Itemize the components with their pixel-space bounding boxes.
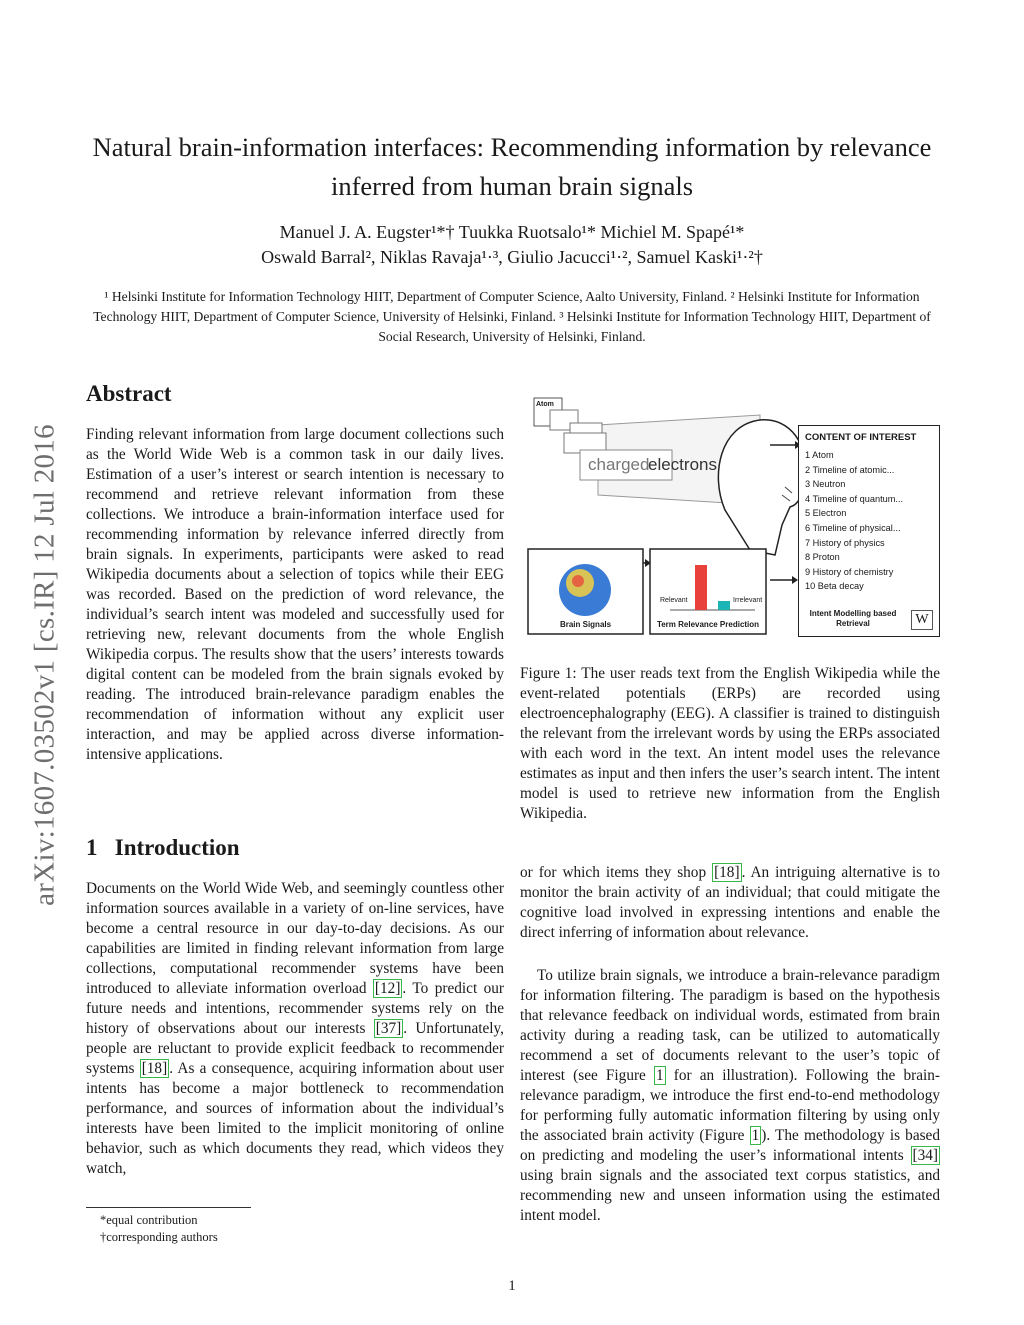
text-run: using brain signals and the associated text corpus statistics, and recommending new and unseen information using the estimated intent model.: [520, 1167, 940, 1224]
figure-caption: Figure 1: The user reads text from the English Wikipedia while the event-related potentials (ERPs) are recorded using electroencephalography (EEG). A classifier is trained to distinguish the relevant from the irrelevant words by using the ERPs associated with each word in the text. An intent model uses the relevance estimates as input and then infers the user’s search intent. The intent model is used to retrieve new information from the English Wikipedia.: [520, 665, 940, 822]
footnote-rule: [86, 1207, 251, 1208]
text-run: . Unfortunately, people are reluctant to provide explicit feedback to recommender systems: [86, 1020, 504, 1077]
intro-paragraph: [86, 879, 504, 1179]
citation-link[interactable]: [18]: [714, 864, 740, 881]
content-of-interest-panel: [798, 425, 940, 637]
text-run: . To predict our future needs and intentions, recommender systems rely on the history of observations about our interests: [86, 980, 504, 1037]
affiliations: ¹ Helsinki Institute for Information Technology HIIT, Department of Computer Science, Aalto University, Finland. ² Helsinki Institute for Information Technology HIIT, Department of Computer Science, University of Helsinki, Finland. ³ Helsinki Institute for Information Technology HIIT, Department of Social Research, University of Helsinki, Finland.: [93, 289, 931, 344]
coi-item: 7 History of physics: [805, 537, 885, 548]
coi-item: 5 Electron: [805, 508, 847, 519]
abstract-text: Finding relevant information from large document collections such as the World Wide Web is a common task in our daily lives. Estimation of a user’s interest or search intention is necessary to recommend and retrieve relevant information from these collections. We introduce a brain-information interface used for recommending information by relevance inferred directly from brain signals. In experiments, participants were asked to read Wikipedia documents about a selection of topics while their EEG was recorded. Based on the prediction of word relevance, the individual’s search intent was modeled and successfully used for retrieving new, relevant documents from the whole English Wikipedia corpus. The results show that the users’ interests towards digital content can be modeled from the brain signals evoked by reading. The introduced brain-relevance paradigm enables the recommendation of information without any explicit user interaction, and may be applied across diverse information-intensive applications.: [86, 426, 504, 763]
intro-number: 1: [86, 835, 98, 860]
figure-1: [520, 395, 940, 640]
intro-title: Introduction: [114, 835, 240, 860]
text-run: To utilize brain signals, we introduce a brain-relevance paradigm for information filtering. The paradigm is based on the hypothesis that relevance feedback on individual words, estimated from brain activity during a reading task, can be utilized to automatically recommend a set of documents relevant to the user’s topic of interest (see Figure: [520, 967, 940, 1084]
relevant-bar: [695, 565, 707, 610]
authors-line-1: Manuel J. A. Eugster¹*† Tuukka Ruotsalo¹* Michiel M. Spapé¹*: [279, 222, 745, 242]
coi-list: [805, 448, 903, 594]
coi-item: 3 Neutron: [805, 479, 846, 490]
text-run: ). The methodology is based on predicting and modeling the user’s informational intents: [520, 1127, 940, 1164]
coi-item: 8 Proton: [805, 552, 840, 563]
text-run: . As a consequence, acquiring information about user intents has become a major bottleneck to recommendation performance, and sources of information about the individual’s interests have been limited to the implicit monitoring of online behavior, such as which documents they read, which videos they watch,: [86, 1060, 504, 1177]
paper-title: Natural brain-information interfaces: Recommending information by relevance inferred from human brain signals: [92, 132, 932, 201]
text-run: . An intriguing alternative is to monitor the brain activity of an individual; that could mitigate the cognitive load involved in expressing intentions and enable the direct inferring of information about relevance.: [520, 864, 940, 941]
arxiv-id: arXiv:1607.03502v1 [cs.IR] 12 Jul 2016: [28, 424, 61, 906]
coi-item: 9 History of chemistry: [805, 566, 894, 577]
text-run: or for which items they shop: [520, 864, 713, 881]
figure-ref-link[interactable]: 1: [655, 1067, 664, 1084]
arxiv-stamp: [15, 380, 75, 950]
head-silhouette: [718, 420, 805, 555]
coi-title: CONTENT OF INTEREST: [805, 432, 917, 443]
coi-item: 6 Timeline of physical...: [805, 522, 901, 533]
right-paragraph-1: [520, 863, 940, 943]
irrelevant-label: Irrelevant: [733, 597, 763, 604]
citation-link[interactable]: [34]: [912, 1147, 938, 1164]
author-list: [80, 220, 944, 270]
screen-word-charged: charged: [588, 455, 650, 474]
coi-item: 4 Timeline of quantum...: [805, 493, 904, 504]
eeg-topomap-peak: [572, 575, 584, 587]
citation-link[interactable]: [37]: [375, 1020, 402, 1037]
coi-item: 10 Beta decay: [805, 581, 864, 592]
page-number: 1: [508, 1278, 516, 1294]
coi-item: 2 Timeline of atomic...: [805, 464, 895, 475]
intent-modelling-label: Intent Modelling based Retrieval: [809, 609, 897, 628]
wikipedia-logo-icon: W: [911, 610, 933, 630]
irrelevant-bar: [718, 601, 730, 610]
citation-link[interactable]: [18]: [141, 1060, 168, 1077]
screen-word-electrons: electrons: [648, 455, 717, 474]
text-run: for an illustration). Following the brain-relevance paradigm, we introduce the first end-to-end methodology for performing fully automatic information filtering by using only the associated brain activity (Figure: [520, 1067, 941, 1144]
relevant-label: Relevant: [660, 597, 688, 604]
coi-item: 1 Atom: [805, 450, 834, 460]
brain-signals-label: Brain Signals: [559, 620, 612, 629]
doc-title: Atom: [536, 401, 554, 408]
footnote-corresponding: †corresponding authors: [100, 1230, 218, 1244]
abstract-heading: Abstract: [86, 381, 172, 406]
right-paragraph-2: [520, 966, 940, 1226]
text-run: Documents on the World Wide Web, and seemingly countless other information sources available in a variety of on-line services, have become a central resource in our day-to-day decisions. As our capabilities are limited in finding relevant information from large collections, computational recommender systems have been introduced to alleviate information overload: [86, 880, 504, 997]
footnote-equal: *equal contribution: [100, 1213, 198, 1227]
figure-ref-link[interactable]: 1: [751, 1127, 760, 1144]
intro-heading: [86, 835, 240, 861]
authors-line-2: Oswald Barral², Niklas Ravaja¹·³, Giulio Jacucci¹·², Samuel Kaski¹·²†: [261, 247, 763, 267]
term-relevance-label: Term Relevance Prediction: [656, 620, 760, 629]
citation-link[interactable]: [12]: [374, 980, 401, 997]
